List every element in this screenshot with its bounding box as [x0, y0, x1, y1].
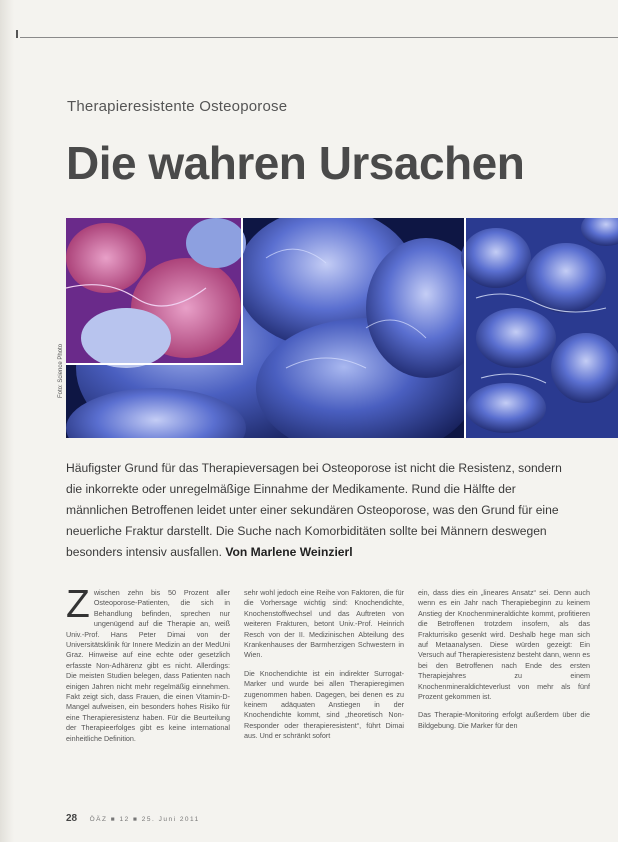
binding-mark [16, 30, 18, 38]
journal-issue: ÖÄZ ■ 12 ■ 25. Juni 2011 [89, 816, 200, 823]
scan-edge [0, 0, 14, 842]
article-kicker: Therapieresistente Osteoporose [67, 98, 288, 115]
photo-credit: Foto: Science Photo [58, 343, 64, 398]
body-paragraph: Das Therapie-Monitoring erfolgt außerdem über die Bildgebung. Die Marker für den [418, 710, 590, 730]
bone-microscopy-photo [66, 218, 618, 438]
body-column-3 [418, 588, 590, 739]
article-headline: Die wahren Ursachen [66, 137, 525, 189]
body-column-1 [66, 583, 230, 752]
article-author: Von Marlene Weinzierl [225, 545, 353, 559]
lead-text: Häufigster Grund für das Therapieversagen bei Osteoporose ist nicht die Resistenz, sondern die inkorrekte oder unregelmäßige Einnahme der Medikamente. Rund die Hälfte der männlichen Betroffenen leidet unter einer sekundären Osteoporose, was den Grund für eine neuerliche Fraktur darstellt. Die Suche nach Komorbiditäten sollte bei Männern deswegen besonders intensiv ausfallen. [66, 461, 562, 559]
body-paragraph [66, 583, 230, 744]
drop-cap: Z [66, 583, 90, 626]
page-footer [66, 808, 200, 826]
body-paragraph: Die Knochendichte ist ein indirekter Surrogat-Marker und wurde bei allen Therapieregimen zugenommen haben. Dagegen, bei denen es zu keinem adäquaten Anstiegen in der Knochendichte kommt, sind „theoretisch Non-Responder oder therapieresistent“, führt Dimai aus. Und er schränkt sofort [244, 668, 404, 741]
body-column-2 [244, 588, 404, 750]
paragraph-text: wischen zehn bis 50 Prozent aller Osteoporose-Patienten, die sich in Behandlung befinden, sprechen nur ungenügend auf die Therapie an, weiß Univ.-Prof. Hans Peter Dimai von der Universitätsklinik für Innere Medizin an der MedUni Graz. Hinweise auf eine echte oder gesetzlich erfasste Non-Adhärenz gibt es nicht. Allerdings: Die meisten Studien belegen, dass Patienten nach einigen Jahren nicht mehr regelmäßig einnehmen. Fakt zeigt sich, dass Frauen, die einen Vitamin-D-Mangel aufweisen, ein besonders hohes Risiko für eine Therapieresistenz haben. Für die Beurteilung der Therapieerfolges gibt es keine international einheitliche Definition. [66, 588, 230, 743]
body-paragraph: sehr wohl jedoch eine Reihe von Faktoren, die für die Vorhersage wichtig sind: Knochendichte, Knochenstoffwechsel und das Auftreten von weiteren Frakturen, betont Univ.-Prof. Heinrich Resch von der II. Medizinischen Abteilung des Krankenhauses der Barmherzigen Schwestern in Wien. [244, 588, 404, 660]
body-paragraph: ein, dass dies ein „lineares Ansatz“ sei. Denn auch wenn es ein Jahr nach Therapiebeginn zu keinem Anstieg der Knochenmineraldichte kommt, profitieren die Betroffenen trotzdem insofern, als das Frakturrisiko gesenkt wird. Deshalb hege man sich auf Metaanalysen. Diese würden gezeigt: Ein Versuch auf Therapieresistenz besteht dann, wenn es bei den Betroffenen nach Ende des ersten Therapiejahres zu einem Knochenmineraldichteverlust von mehr als fünf Prozent gekommen ist. [418, 588, 590, 702]
page-number: 28 [66, 813, 78, 824]
article-lead [66, 458, 578, 563]
header-rule [20, 37, 618, 38]
